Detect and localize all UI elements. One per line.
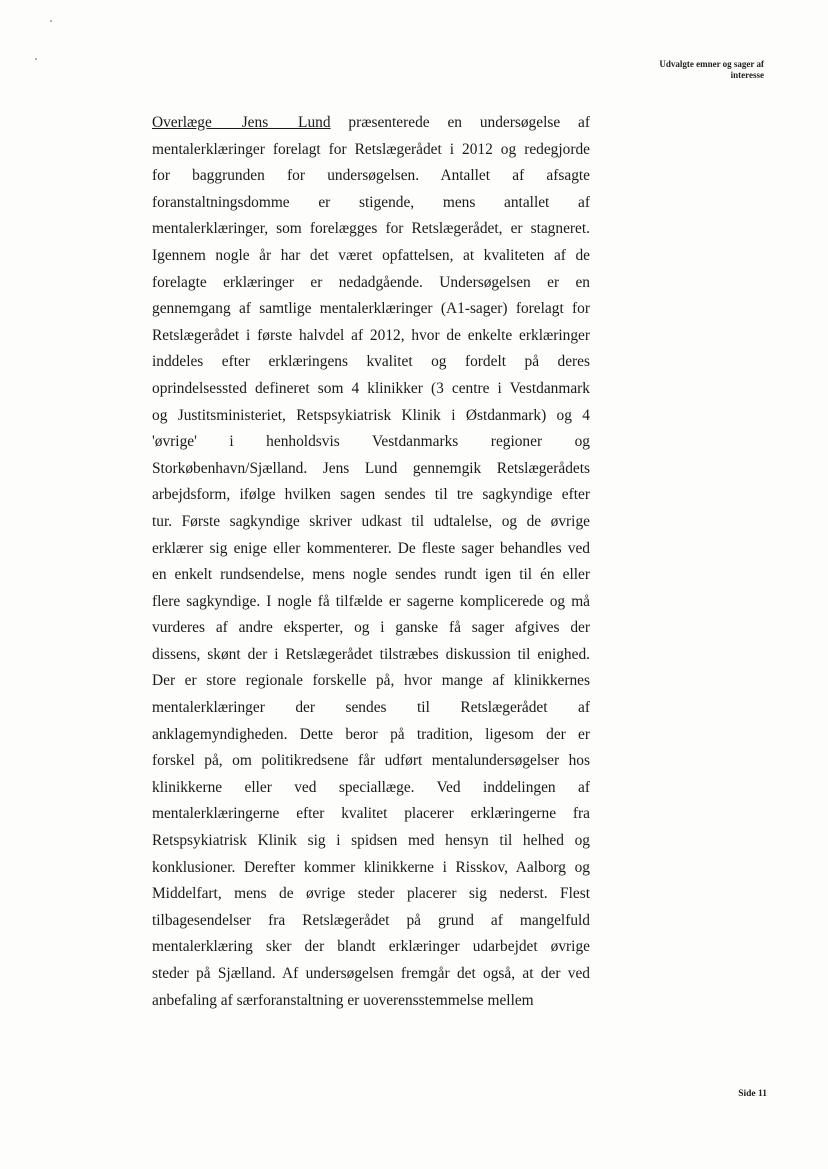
body-line-26: klinikkerne eller ved speciallæge. Ved inddelingen af [152,778,590,796]
body-line-14: Storkøbenhavn/Sjælland. Jens Lund gennemgik Retslægerådets [152,459,590,477]
body-line-31: tilbagesendelser fra Retslægerådet på grund af mangelfuld [152,911,590,929]
body-line-9: Retslægerådet i første halvdel af 2012, hvor de enkelte erklæringer [152,326,590,344]
scan-speck [50,20,52,22]
body-paragraph [152,110,590,1014]
body-line-28: Retspsykiatrisk Klinik sig i spidsen med hensyn til helhed og [152,832,590,850]
body-line-15: arbejdsform, ifølge hvilken sagen sendes til tre sagkyndige efter [152,486,590,504]
body-line-10: inddeles efter erklæringens kvalitet og fordelt på deres [152,353,590,371]
header-title-line-2: interesse [730,70,764,80]
body-line-25: forskel på, om politikredsene får udført mentalundersøgelser hos [152,752,590,770]
header-title-line-1: Udvalgte emner og sager af [659,59,764,69]
body-line-11: oprindelsessted defineret som 4 klinikker (3 centre i Vestdanmark [152,379,590,397]
body-line-7: forelagte erklæringer er nedadgående. Undersøgelsen er en [152,273,590,291]
body-line-23: mentalerklæringer der sendes til Retslægerådet af [152,699,590,717]
body-line-2: mentalerklæringer forelagt for Retslægerådet i 2012 og redegjorde [152,140,590,158]
body-line-18: en enkelt rundsendelse, mens nogle sendes rundt igen til én eller [152,566,590,584]
body-line-27: mentalerklæringerne efter kvalitet placerer erklæringerne fra [152,805,590,823]
body-line-29: konklusioner. Derefter kommer klinikkerne i Risskov, Aalborg og [152,858,590,876]
body-line-17: erklærer sig enige eller kommenterer. De fleste sager behandles ved [152,539,590,557]
scan-speck [35,58,37,60]
body-line-20: vurderes af andre eksperter, og i ganske få sager afgives der [152,619,590,637]
body-line-16: tur. Første sagkyndige skriver udkast til udtalelse, og de øvrige [152,512,590,530]
body-line-12: og Justitsministeriet, Retspsykiatrisk Klinik i Østdanmark) og 4 [152,406,590,424]
body-line-32: mentalerklæring sker der blandt erklæringer udarbejdet øvrige [152,938,590,956]
body-line-3: for baggrunden for undersøgelsen. Antallet af afsagte [152,167,590,185]
body-line-33: steder på Sjælland. Af undersøgelsen fremgår det også, at der ved [152,965,590,982]
body-line-1 [152,110,590,137]
body-line-24: anklagemyndigheden. Dette beror på tradition, ligesom der er [152,725,590,743]
body-line-5: mentalerklæringer, som forelægges for Retslægerådet, er stagneret. [152,220,590,238]
speaker-name: Overlæge Jens Lund [152,114,331,131]
body-line-13: 'øvrige' i henholdsvis Vestdanmarks regioner og [152,433,590,451]
body-line-30: Middelfart, mens de øvrige steder placerer sig nederst. Flest [152,885,590,903]
body-line-21: dissens, skønt der i Retslægerådet tilstræbes diskussion til enighed. [152,645,590,663]
page-number: Side 11 [738,1089,767,1099]
body-line-34: anbefaling af særforanstaltning er uoverensstemmelse mellem [152,991,534,1009]
body-line-22: Der er store regionale forskelle på, hvor mange af klinikkernes [152,672,590,690]
body-line-19: flere sagkyndige. I nogle få tilfælde er sagerne komplicerede og må [152,592,590,610]
body-line-4: foranstaltningsdomme er stigende, mens antallet af [152,193,590,211]
body-line-1-rest: præsenterede en undersøgelse af [330,114,590,131]
page-header [564,59,764,81]
body-line-6: Igennem nogle år har det været opfattelsen, at kvaliteten af de [152,246,590,264]
body-line-8: gennemgang af samtlige mentalerklæringer (A1-sager) forelagt for [152,300,590,318]
